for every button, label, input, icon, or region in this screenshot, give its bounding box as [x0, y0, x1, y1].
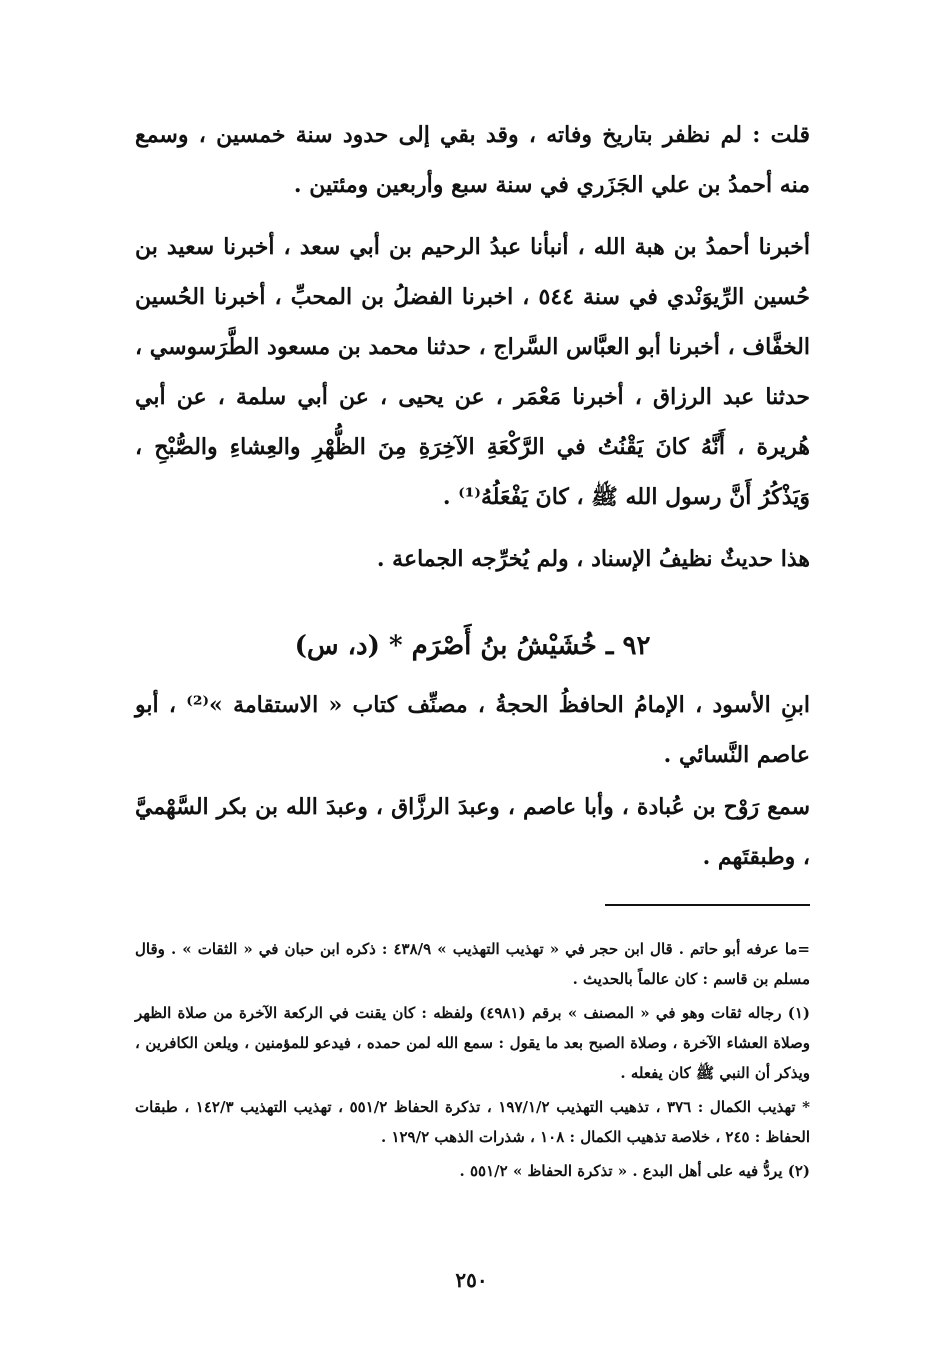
page-number: ٢٥٠: [455, 1268, 488, 1292]
footnote-2: (٢) يردُّ فيه على أهل البدع . « تذكرة الحفاظ » ٥٥١/٢ .: [459, 1162, 810, 1180]
paragraph-biography: ابنِ الأسود ، الإمامُ الحافظُ الحجةُ ، مصنِّف كتاب « الاستقامة »⁽²⁾ ، أبو عاصم النَّسائي .: [135, 692, 810, 768]
paragraph-intro: قلت : لم نظفر بتاريخ وفاته ، وقد بقي إلى حدود سنة خمسين ، وسمع منه أحمدُ بن علي الجَزَري في سنة سبع وأربعين ومئتين .: [135, 122, 810, 198]
footnotes: [135, 934, 810, 1186]
footnote-sources: * تهذيب الكمال : ٣٧٦ ، تذهيب التهذيب ١٩٧/١/٢ ، تذكرة الحفاظ ٥٥١/٢ ، تهذيب التهذيب ١٤٢/٣ ، طبقات الحفاظ : ٢٤٥ ، خلاصة تذهيب الكمال : ١٠٨ ، شذرات الذهب ١٢٩/٢ .: [135, 1098, 810, 1146]
footnote-continued: =ما عرفه أبو حاتم . قال ابن حجر في « تهذيب التهذيب » ٤٣٨/٩ : ذكره ابن حبان في « الثقات » . وقال مسلم بن قاسم : كان عالماً بالحديث .: [135, 940, 810, 988]
footnote-separator: [605, 904, 810, 906]
biography-heading: ٩٢ ـ خُشَيْشُ بنُ أَصْرَم * (د، س): [294, 631, 651, 661]
paragraph-hadith-grade: هذا حديثٌ نظيفُ الإسناد ، ولم يُخرِّجه الجماعة .: [376, 546, 810, 572]
footnote-1: (١) رجاله ثقات وهو في « المصنف » برقم (٤٩٨١) ولفظه : كان يقنت في الركعة الآخرة من صلاة الظهر وصلاة العشاء الآخرة ، وصلاة الصبح بعد ما يقول : سمع الله لمن حمده ، فيدعو للمؤمنين ، ويلعن الكافرين ، ويذكر أن النبي ﷺ كان يفعله .: [135, 1004, 810, 1082]
page-content: [135, 110, 810, 1190]
paragraph-hadith-chain: أخبرنا أحمدُ بن هبة الله ، أنبأنا عبدُ الرحيم بن أبي سعد ، أخبرنا سعيد بن حُسين الرِّيوَنْدي في سنة ٥٤٤ ، اخبرنا الفضلُ بن المحبِّ ، أخبرنا الحُسين الخفَّاف ، أخبرنا أبو العبَّاس السَّراج ، حدثنا محمد بن مسعود الطَّرَسوسي ، حدثنا عبد الرزاق ، أخبرنا مَعْمَر ، عن يحيى ، عن أبي سلمة ، عن أبي هُريرة ، أَنَّهُ كانَ يَقْنُتُ في الرَّكْعَةِ الآخِرَةِ مِنَ الظُّهْرِ والعِشاءِ والصُّبْحِ ، وَيَذْكُرُ أَنَّ رسول الله ﷺ ، كانَ يَفْعَلُهُ⁽¹⁾ .: [135, 234, 810, 510]
paragraph-teachers: سمع رَوْح بن عُبادة ، وأبا عاصم ، وعبدَ الرزَّاق ، وعبدَ الله بن بكر السَّهْميَّ ، وطبقتَهم .: [135, 794, 810, 870]
